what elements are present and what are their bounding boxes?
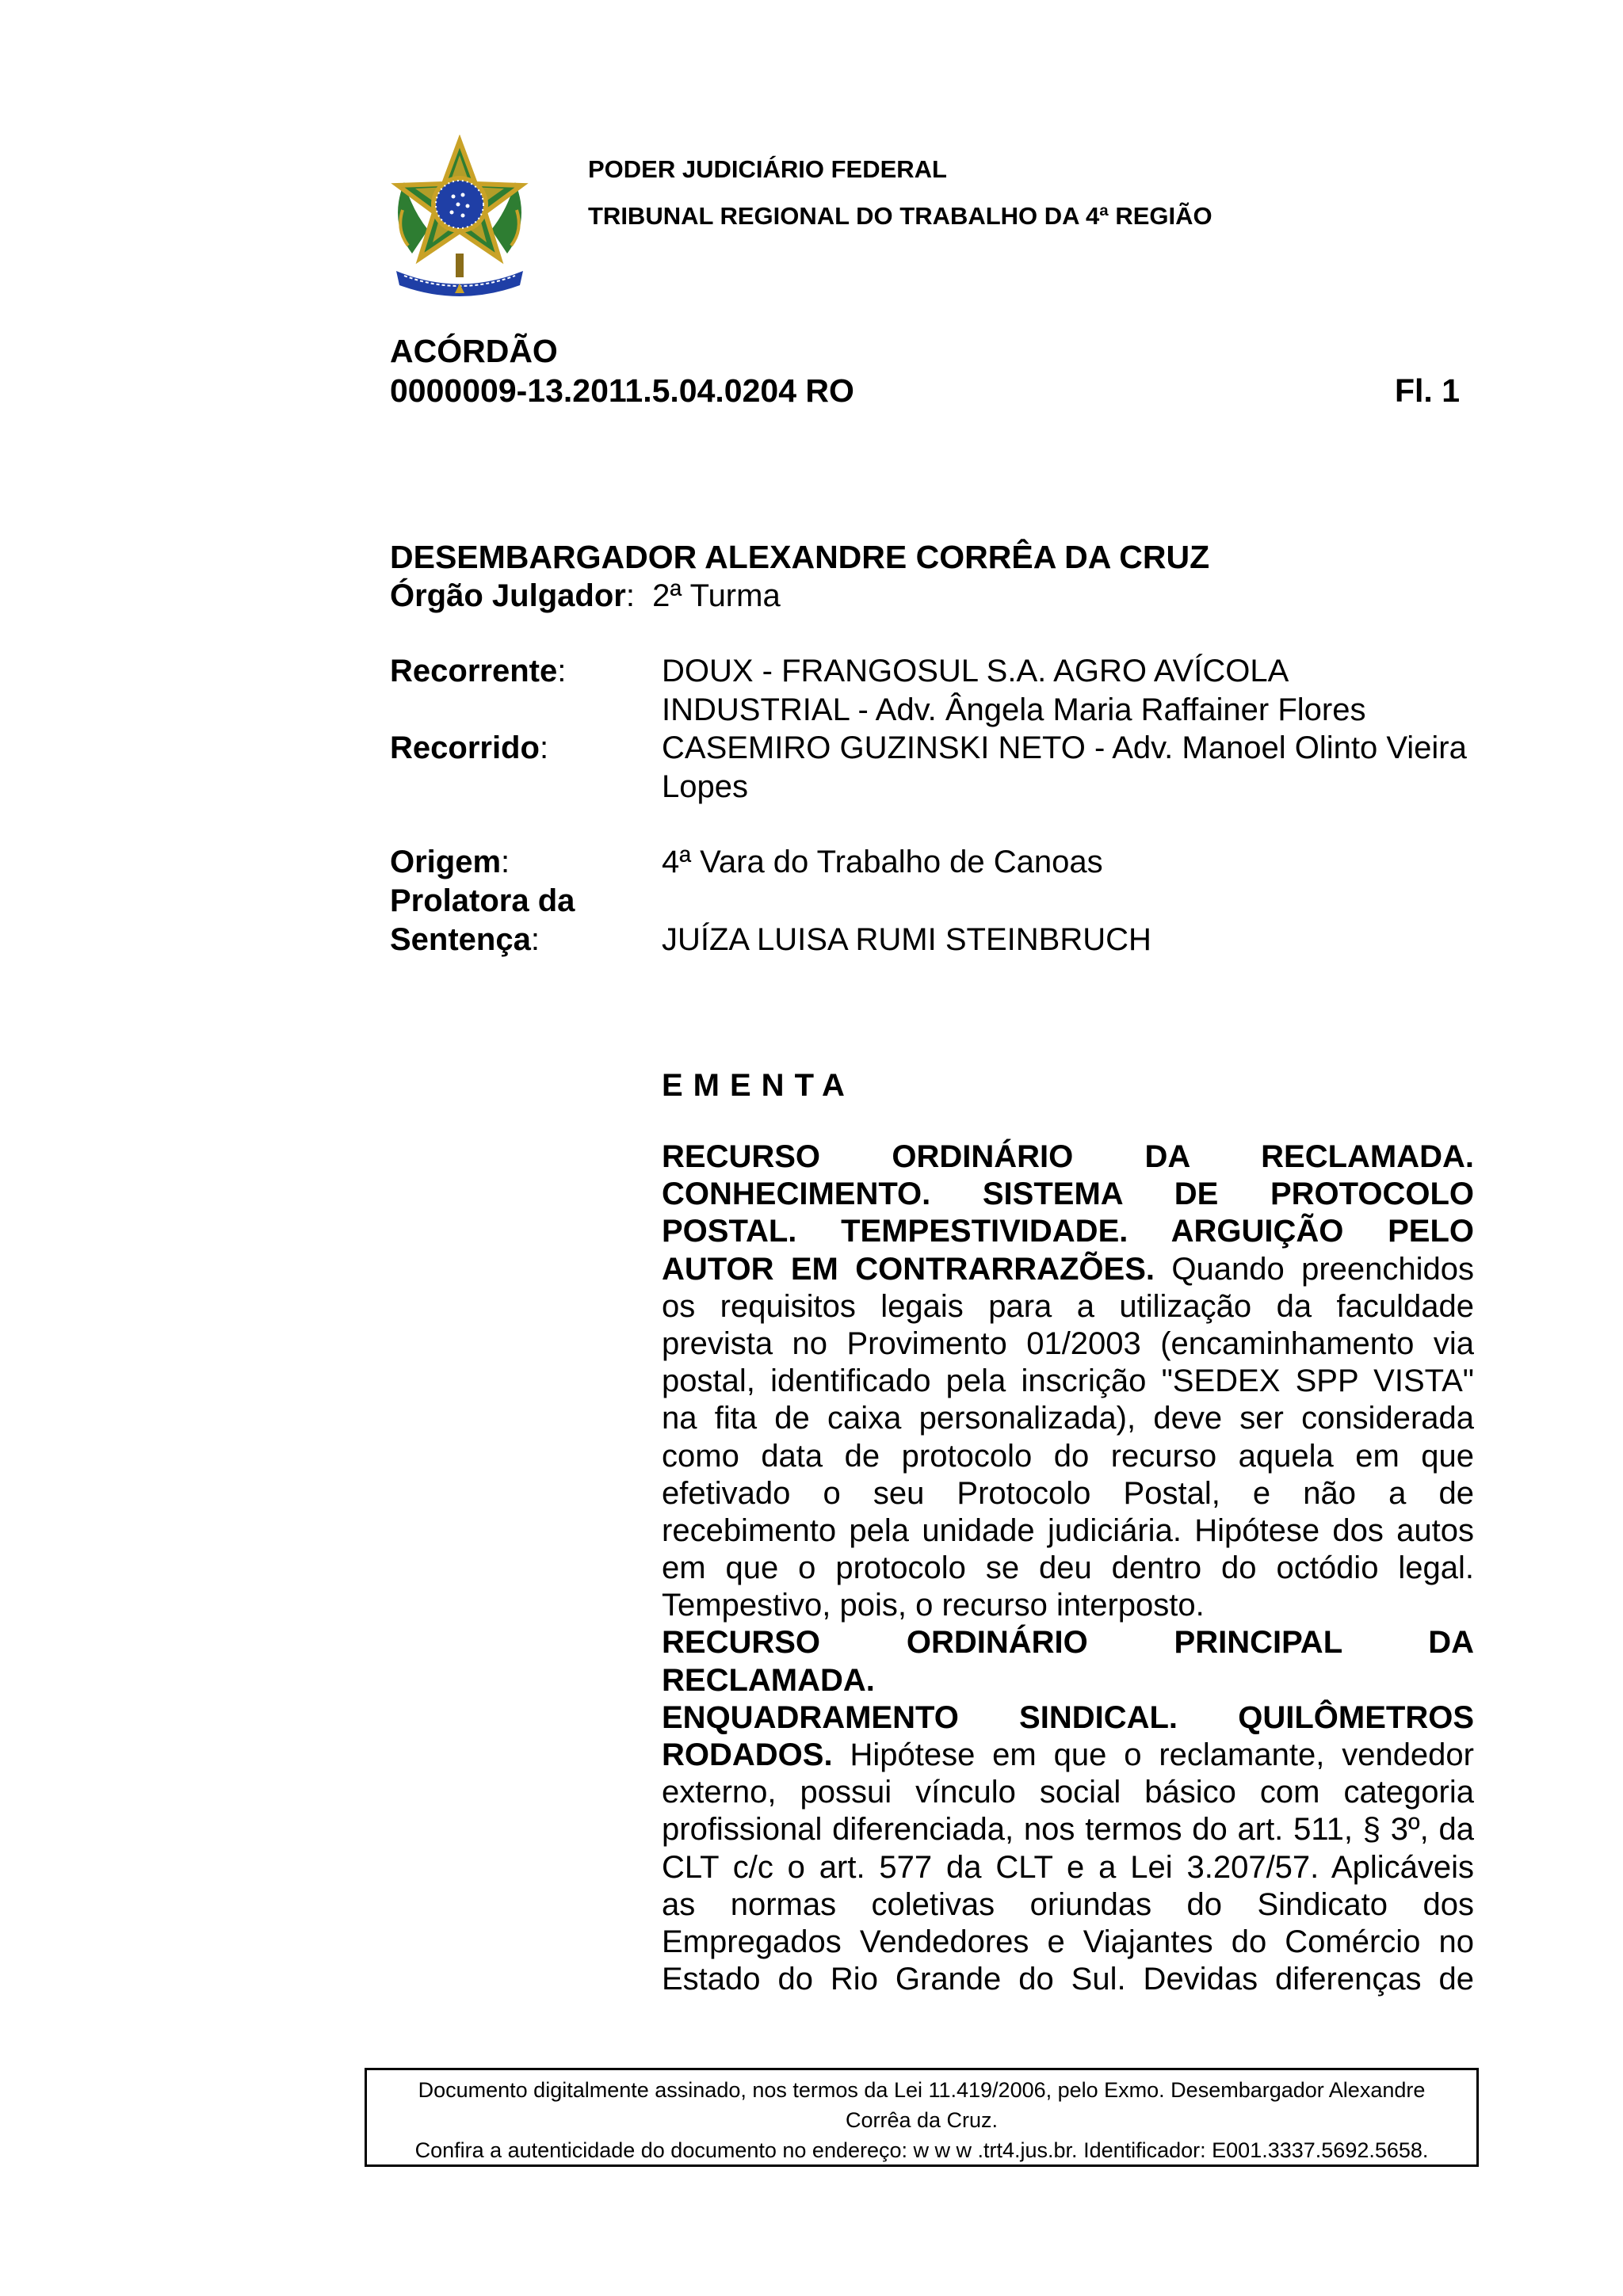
ementa-text: recebimento pela unidade judiciária. Hipótese dos autos — [662, 1512, 1474, 1548]
ementa-text: efetivado o seu Protocolo Postal, e não a de — [662, 1475, 1474, 1511]
ementa-line — [662, 1251, 1474, 1288]
ementa-text: as normas coletivas oriundas do Sindicato dos — [662, 1886, 1474, 1922]
ementa-text: externo, possui vínculo social básico com categoria — [662, 1775, 1474, 1810]
ementa-heading-text: ENQUADRAMENTO SINDICAL. QUILÔMETROS — [662, 1699, 1474, 1735]
ementa-line — [662, 1774, 1474, 1811]
ementa-line — [662, 1213, 1474, 1250]
ementa-line — [662, 1176, 1474, 1213]
origem-colon: : — [501, 845, 510, 879]
ementa-line — [662, 1550, 1474, 1587]
ementa-heading-text: AUTOR EM CONTRARRAZÕES. — [662, 1251, 1155, 1287]
orgao-julgador-label: Órgão Julgador — [390, 578, 626, 613]
page-number: Fl. 1 — [1395, 372, 1461, 409]
ementa-text: os requisitos legais para a utilização da faculdade — [662, 1288, 1474, 1324]
judge-name: DESEMBARGADOR ALEXANDRE CORRÊA DA CRUZ — [390, 539, 1210, 575]
ementa-heading-text: CONHECIMENTO. SISTEMA DE PROTOCOLO — [662, 1177, 1474, 1212]
origem-value: 4ª Vara do Trabalho de Canoas — [662, 845, 1103, 879]
recorrente-value-line-1: DOUX - FRANGOSUL S.A. AGRO AVÍCOLA — [662, 654, 1289, 688]
ementa-line — [662, 1811, 1474, 1848]
recorrido-value-line-1: CASEMIRO GUZINSKI NETO - Adv. Manoel Olinto Vieira — [662, 730, 1467, 765]
signature-line-3: Confira a autenticidade do documento no endereço: w w w .trt4.jus.br. Identificador: E001.3337.5692.5658. — [414, 2138, 1429, 2162]
prolatora-value: JUÍZA LUISA RUMI STEINBRUCH — [662, 922, 1151, 957]
ementa-text: postal, identificado pela inscrição "SEDEX SPP VISTA" — [662, 1363, 1474, 1399]
origem-label: Origem — [390, 845, 502, 879]
recorrente-label: Recorrente — [390, 654, 558, 688]
ementa-line — [662, 1288, 1474, 1325]
ementa-line — [662, 1849, 1474, 1886]
document-type: ACÓRDÃO — [390, 333, 558, 369]
signature-line-2: Corrêa da Cruz. — [845, 2108, 999, 2132]
ementa-line — [662, 1961, 1474, 1998]
ementa-line — [662, 1325, 1474, 1363]
ementa-text: Hipótese em que o reclamante, vendedor — [832, 1737, 1474, 1772]
ementa-text: prevista no Provimento 01/2003 (encaminhamento via — [662, 1325, 1474, 1361]
signature-line-1: Documento digitalmente assinado, nos termos da Lei 11.419/2006, pelo Exmo. Desembargador Alexandre — [418, 2078, 1426, 2102]
process-number: 0000009-13.2011.5.04.0204 RO — [390, 372, 854, 409]
orgao-julgador-row — [390, 578, 781, 614]
header-line-1: PODER JUDICIÁRIO FEDERAL — [588, 155, 947, 183]
ementa-line — [662, 1737, 1474, 1774]
ementa-line — [662, 1624, 1474, 1661]
prolatora-label-text-1: Prolatora da — [390, 883, 575, 918]
ementa-heading-text: RODADOS. — [662, 1737, 833, 1772]
recorrente-value-line-2: INDUSTRIAL - Adv. Ângela Maria Raffainer Flores — [662, 692, 1366, 727]
ementa-line — [662, 1512, 1474, 1550]
ementa-line — [662, 1662, 1474, 1699]
ementa-heading-text: POSTAL. TEMPESTIVIDADE. ARGUIÇÃO PELO — [662, 1214, 1474, 1249]
recorrente-colon: : — [557, 654, 567, 688]
ementa-text: como data de protocolo do recurso aquela em que — [662, 1438, 1474, 1474]
ementa-line — [662, 1475, 1474, 1512]
prolatora-colon: : — [530, 922, 540, 957]
ementa-line — [662, 1587, 1474, 1624]
orgao-julgador-value: 2ª Turma — [652, 578, 781, 613]
prolatora-label-text-2: Sentença — [390, 922, 531, 957]
ementa-text: Quando preenchidos — [1155, 1251, 1474, 1287]
ementa-text: em que o protocolo se deu dentro do octódio legal. — [662, 1550, 1474, 1586]
ementa-heading-text: RECLAMADA. — [662, 1662, 875, 1698]
ementa-line — [662, 1363, 1474, 1400]
prolatora-label-line-2 — [390, 922, 540, 958]
orgao-colon: : — [625, 578, 635, 613]
coat-of-arms-emblem — [380, 135, 539, 301]
ementa-text: na fita de caixa personalizada), deve ser considerada — [662, 1401, 1474, 1436]
ementa-line — [662, 1438, 1474, 1475]
ementa-line — [662, 1699, 1474, 1737]
recorrido-label: Recorrido — [390, 730, 540, 765]
origem-label-row — [390, 845, 510, 880]
recorrente-label-row — [390, 654, 566, 689]
recorrido-value-line-2: Lopes — [662, 769, 748, 804]
ementa-text: Estado do Rio Grande do Sul. Devidas diferenças de — [662, 1962, 1474, 1997]
ementa-text: profissional diferenciada, nos termos do art. 511, § 3º, da — [662, 1812, 1474, 1848]
ementa-heading-text: RECURSO ORDINÁRIO DA RECLAMADA. — [662, 1139, 1474, 1174]
ementa-title: EMENTA — [662, 1068, 855, 1103]
header-line-2: TRIBUNAL REGIONAL DO TRABALHO DA 4ª REGIÃO — [588, 202, 1212, 230]
digital-signature-box — [365, 2068, 1479, 2167]
ementa-line — [662, 1400, 1474, 1437]
ementa-body — [662, 1138, 1474, 1998]
ementa-line — [662, 1886, 1474, 1924]
ementa-heading-text: RECURSO ORDINÁRIO PRINCIPAL DA — [662, 1625, 1474, 1661]
ementa-text: Empregados Vendedores e Viajantes do Comércio no — [662, 1924, 1474, 1959]
ementa-line — [662, 1924, 1474, 1961]
ementa-text: Tempestivo, pois, o recurso interposto. — [662, 1588, 1205, 1623]
recorrido-colon: : — [539, 730, 549, 765]
ementa-text: CLT c/c o art. 577 da CLT e a Lei 3.207/57. Aplicáveis — [662, 1849, 1474, 1885]
ementa-line — [662, 1138, 1474, 1176]
brazil-coat-of-arms-icon — [380, 135, 539, 301]
recorrido-label-row — [390, 730, 548, 766]
prolatora-label-line-1 — [390, 883, 575, 919]
